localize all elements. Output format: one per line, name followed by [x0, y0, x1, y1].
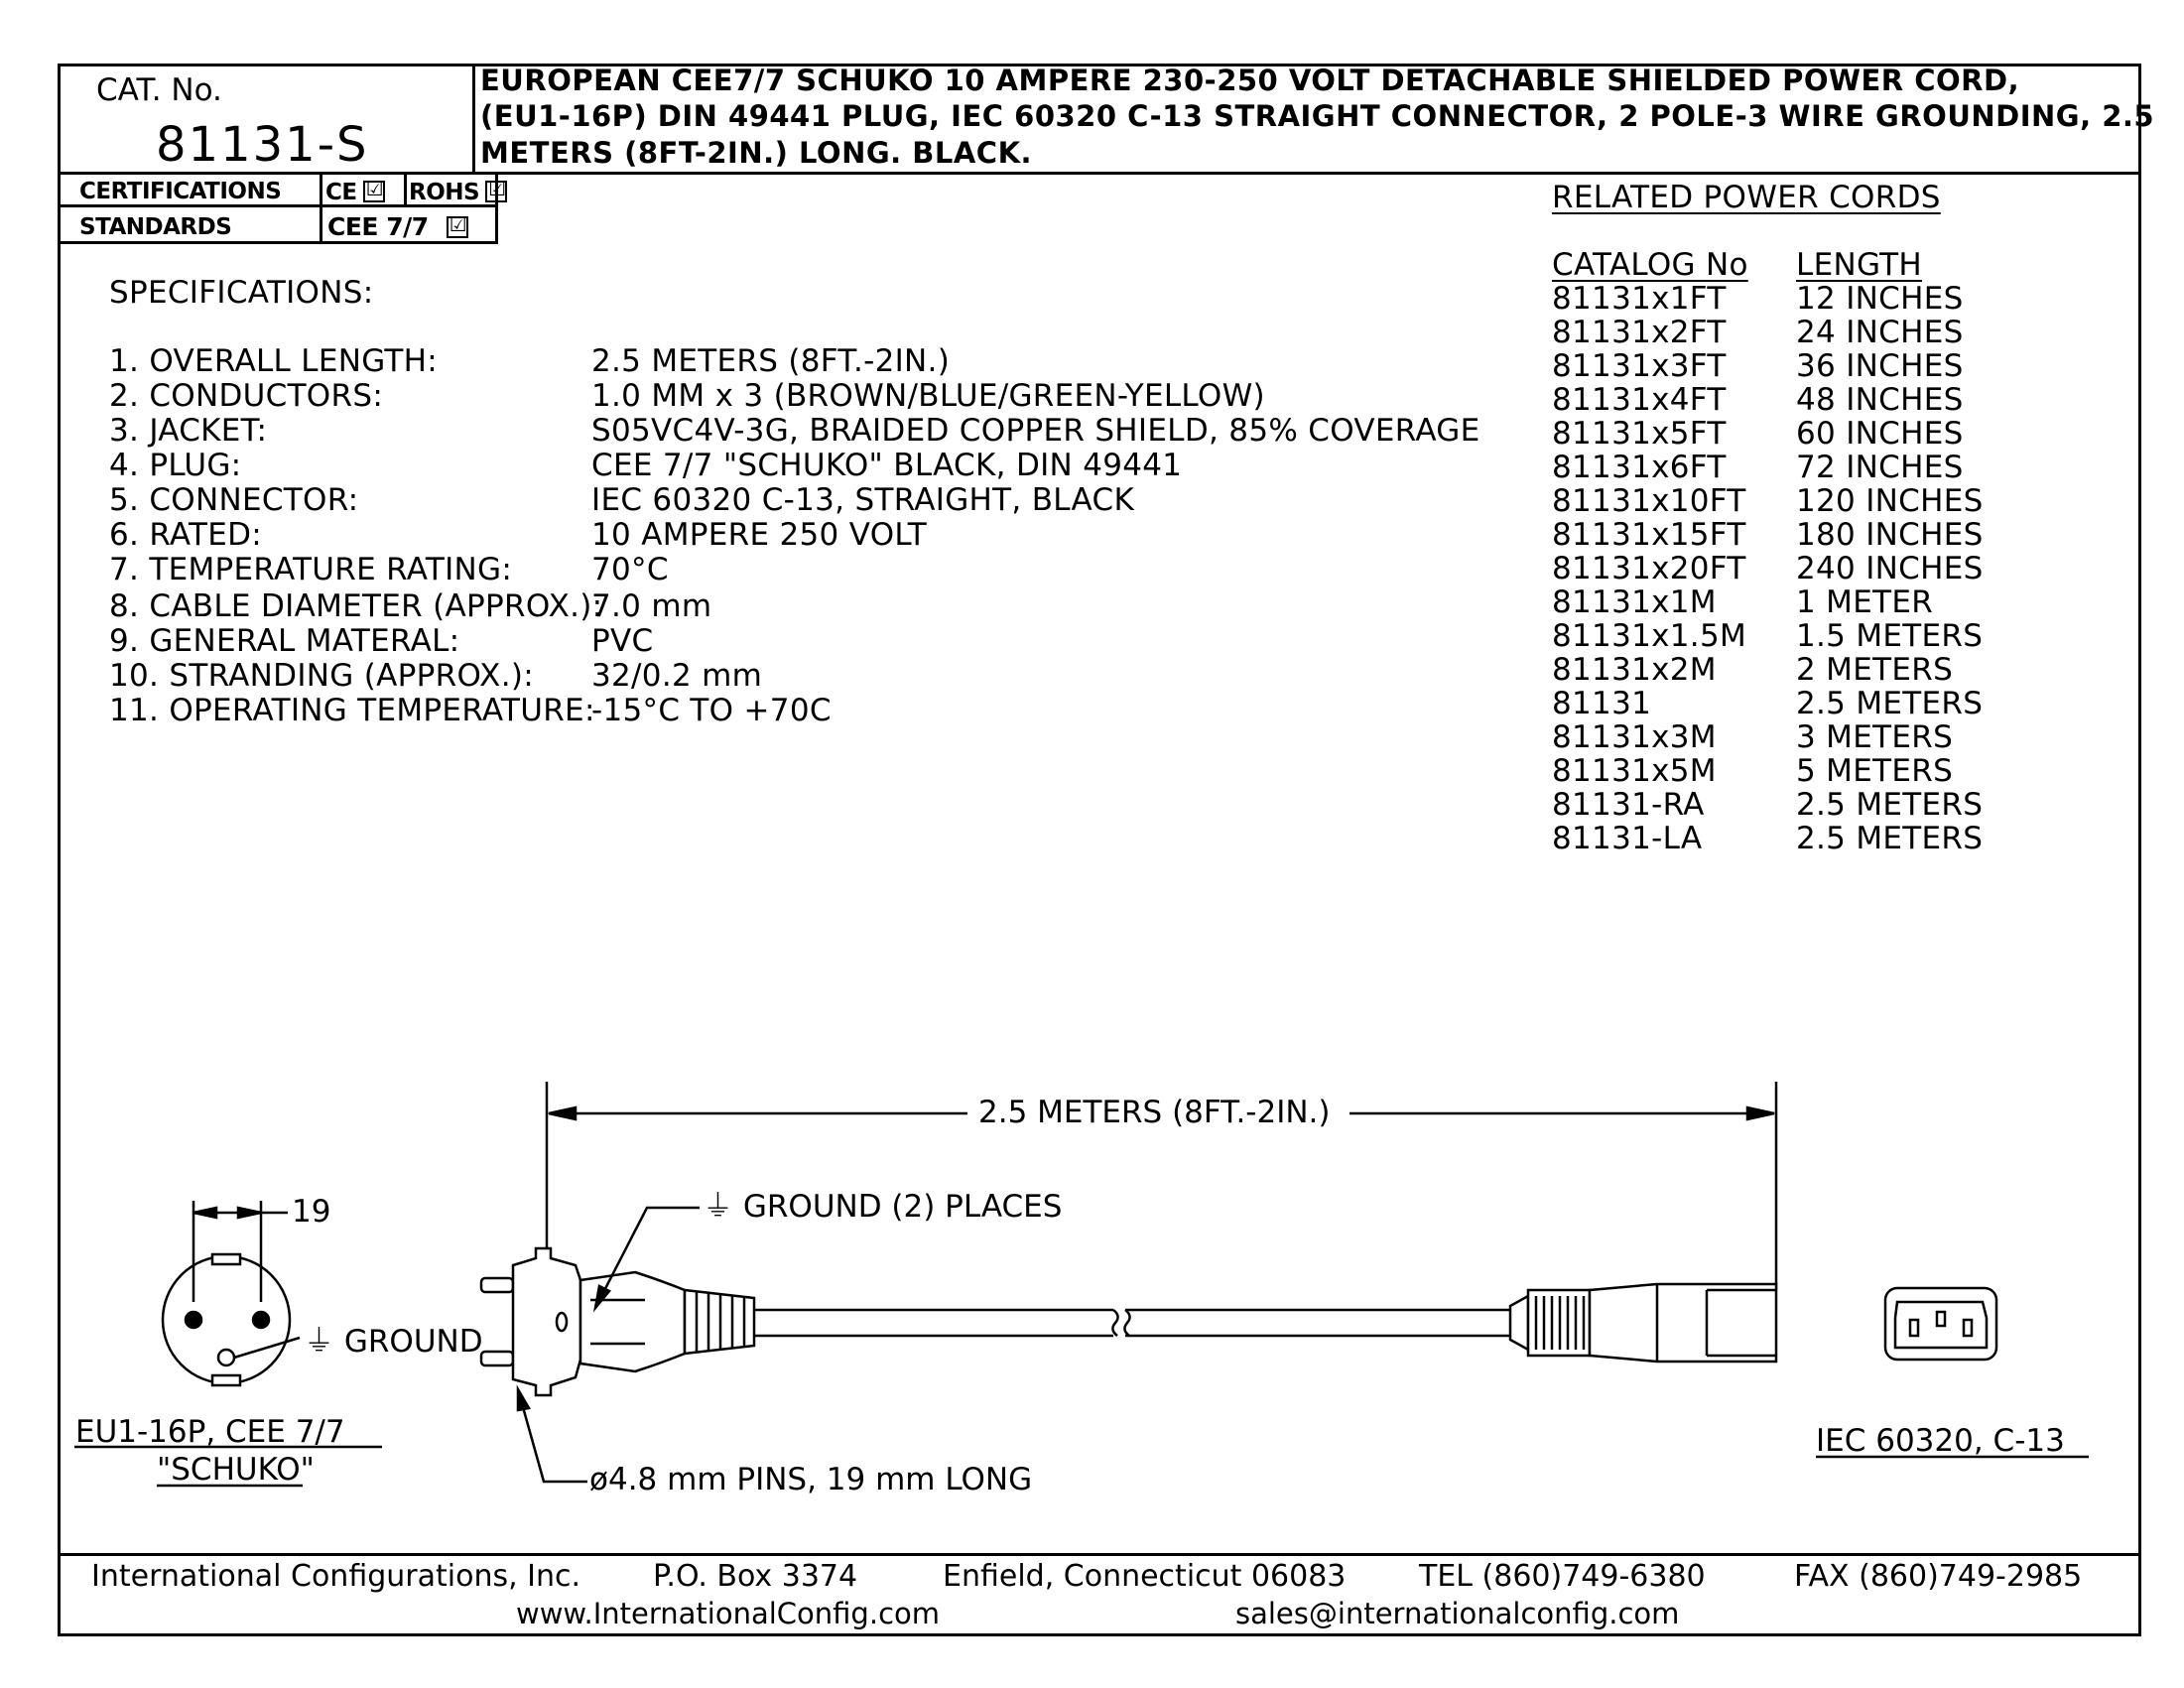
- related-catalog: 81131x2M: [1552, 652, 1717, 688]
- specifications-heading: SPECIFICATIONS:: [109, 275, 374, 311]
- related-catalog: 81131x3FT: [1552, 348, 1727, 384]
- related-catalog: 81131x4FT: [1552, 382, 1727, 418]
- spec-label: 10. STRANDING (APPROX.):: [109, 658, 535, 694]
- spec-label: 4. PLUG:: [109, 448, 242, 483]
- spec-label: 8. CABLE DIAMETER (APPROX.):: [109, 588, 603, 624]
- related-length: 240 INCHES: [1796, 551, 1984, 586]
- related-length: 2.5 METERS: [1796, 821, 1984, 856]
- rohs-mark: ROHS ☑: [409, 177, 506, 205]
- rohs-checkbox: ☑: [485, 181, 507, 202]
- spec-label: 5. CONNECTOR:: [109, 482, 359, 518]
- related-catalog: 81131x6FT: [1552, 450, 1727, 485]
- cat-label: CAT. No.: [96, 72, 222, 108]
- spec-label: 9. GENERAL MATERAL:: [109, 623, 460, 659]
- footer-email[interactable]: sales@internationalconfig.com: [1235, 1597, 1680, 1630]
- spec-label: 7. TEMPERATURE RATING:: [109, 552, 513, 587]
- ce-mark: CE ☑: [325, 177, 384, 205]
- related-length: 1 METER: [1796, 584, 1934, 620]
- spec-value: 10 AMPERE 250 VOLT: [591, 517, 927, 553]
- spec-value: 2.5 METERS (8FT.-2IN.): [591, 343, 951, 379]
- related-catalog: 81131x5M: [1552, 753, 1717, 789]
- overall-length-dimension: 2.5 METERS (8FT.-2IN.): [974, 1098, 1335, 1128]
- related-catalog: 81131x1M: [1552, 584, 1717, 620]
- related-catalog: 81131x2FT: [1552, 315, 1727, 350]
- related-length: 2 METERS: [1796, 652, 1954, 688]
- plug-caption-line-1: EU1-16P, CEE 7/7: [75, 1414, 345, 1450]
- description-line-3: METERS (8FT-2IN.) LONG. BLACK.: [480, 136, 1033, 170]
- related-catalog: 81131x5FT: [1552, 416, 1727, 452]
- related-length: 2.5 METERS: [1796, 686, 1984, 721]
- related-length: 60 INCHES: [1796, 416, 1964, 452]
- standards-value: CEE 7/7 ☑: [327, 212, 467, 241]
- standards-label: STANDARDS: [79, 214, 232, 240]
- description-line-1: EUROPEAN CEE7/7 SCHUKO 10 AMPERE 230-250 VOLT DETACHABLE SHIELDED POWER CORD,: [480, 64, 2020, 97]
- spec-label: 2. CONDUCTORS:: [109, 378, 384, 414]
- pin-spacing-dimension: 19: [292, 1194, 331, 1230]
- spec-value: CEE 7/7 "SCHUKO" BLACK, DIN 49441: [591, 448, 1183, 483]
- spec-label: 11. OPERATING TEMPERATURE:: [109, 693, 595, 728]
- spec-value: -15°C TO +70C: [591, 693, 832, 728]
- spec-label: 3. JACKET:: [109, 413, 268, 449]
- ground-label: ⏚ GROUND: [304, 1324, 483, 1360]
- footer-company: International Configurations, Inc.: [91, 1559, 581, 1594]
- footer-fax: FAX (860)749-2985: [1794, 1559, 2083, 1594]
- related-length: 180 INCHES: [1796, 517, 1984, 553]
- certifications-label: CERTIFICATIONS: [79, 179, 282, 204]
- related-catalog: 81131x1FT: [1552, 281, 1727, 317]
- related-catalog: 81131x10FT: [1552, 483, 1746, 519]
- spec-value: 7.0 mm: [591, 588, 712, 624]
- description-line-2: (EU1-16P) DIN 49441 PLUG, IEC 60320 C-13 STRAIGHT CONNECTOR, 2 POLE-3 WIRE GROUNDING, 2.5: [480, 99, 2155, 133]
- related-catalog: 81131x20FT: [1552, 551, 1746, 586]
- ce-checkbox: ☑: [363, 181, 385, 202]
- related-catalog: 81131-LA: [1552, 821, 1703, 856]
- related-catalog: 81131x1.5M: [1552, 618, 1747, 654]
- related-catalog: 81131: [1552, 686, 1652, 721]
- pins-note: ø4.8 mm PINS, 19 mm LONG: [589, 1462, 1033, 1497]
- cat-number: 81131-S: [156, 117, 369, 173]
- spec-value: S05VC4V-3G, BRAIDED COPPER SHIELD, 85% COVERAGE: [591, 413, 1480, 449]
- spec-value: PVC: [591, 623, 654, 659]
- standards-checkbox: ☑: [447, 216, 468, 238]
- related-catalog: 81131x15FT: [1552, 517, 1746, 553]
- related-length: 120 INCHES: [1796, 483, 1984, 519]
- footer-top-line: [58, 1553, 2141, 1556]
- plug-caption-line-2: "SCHUKO": [157, 1452, 315, 1488]
- related-length: 2.5 METERS: [1796, 787, 1984, 823]
- spec-value: 1.0 MM x 3 (BROWN/BLUE/GREEN-YELLOW): [591, 378, 1265, 414]
- footer-po-box: P.O. Box 3374: [653, 1559, 858, 1594]
- related-length: 72 INCHES: [1796, 450, 1964, 485]
- footer-tel: TEL (860)749-6380: [1419, 1559, 1706, 1594]
- spec-label: 6. RATED:: [109, 517, 263, 553]
- footer-website[interactable]: www.InternationalConfig.com: [516, 1597, 940, 1630]
- related-catalog: 81131x3M: [1552, 719, 1717, 755]
- related-length: 12 INCHES: [1796, 281, 1964, 317]
- related-col-catalog: CATALOG No: [1552, 247, 1748, 283]
- related-length: 48 INCHES: [1796, 382, 1964, 418]
- related-heading: RELATED POWER CORDS: [1552, 180, 1941, 215]
- spec-value: IEC 60320 C-13, STRAIGHT, BLACK: [591, 482, 1135, 518]
- spec-value: 70°C: [591, 552, 669, 587]
- ground-places-label: ⏚ GROUND (2) PLACES: [703, 1189, 1063, 1225]
- related-catalog: 81131-RA: [1552, 787, 1705, 823]
- related-col-length: LENGTH: [1796, 247, 1923, 283]
- related-length: 3 METERS: [1796, 719, 1954, 755]
- spec-value: 32/0.2 mm: [591, 658, 763, 694]
- spec-label: 1. OVERALL LENGTH:: [109, 343, 439, 379]
- footer-city: Enfield, Connecticut 06083: [943, 1559, 1347, 1594]
- related-length: 1.5 METERS: [1796, 618, 1984, 654]
- related-length: 36 INCHES: [1796, 348, 1964, 384]
- related-length: 5 METERS: [1796, 753, 1954, 789]
- related-length: 24 INCHES: [1796, 315, 1964, 350]
- connector-caption: IEC 60320, C-13: [1816, 1423, 2065, 1459]
